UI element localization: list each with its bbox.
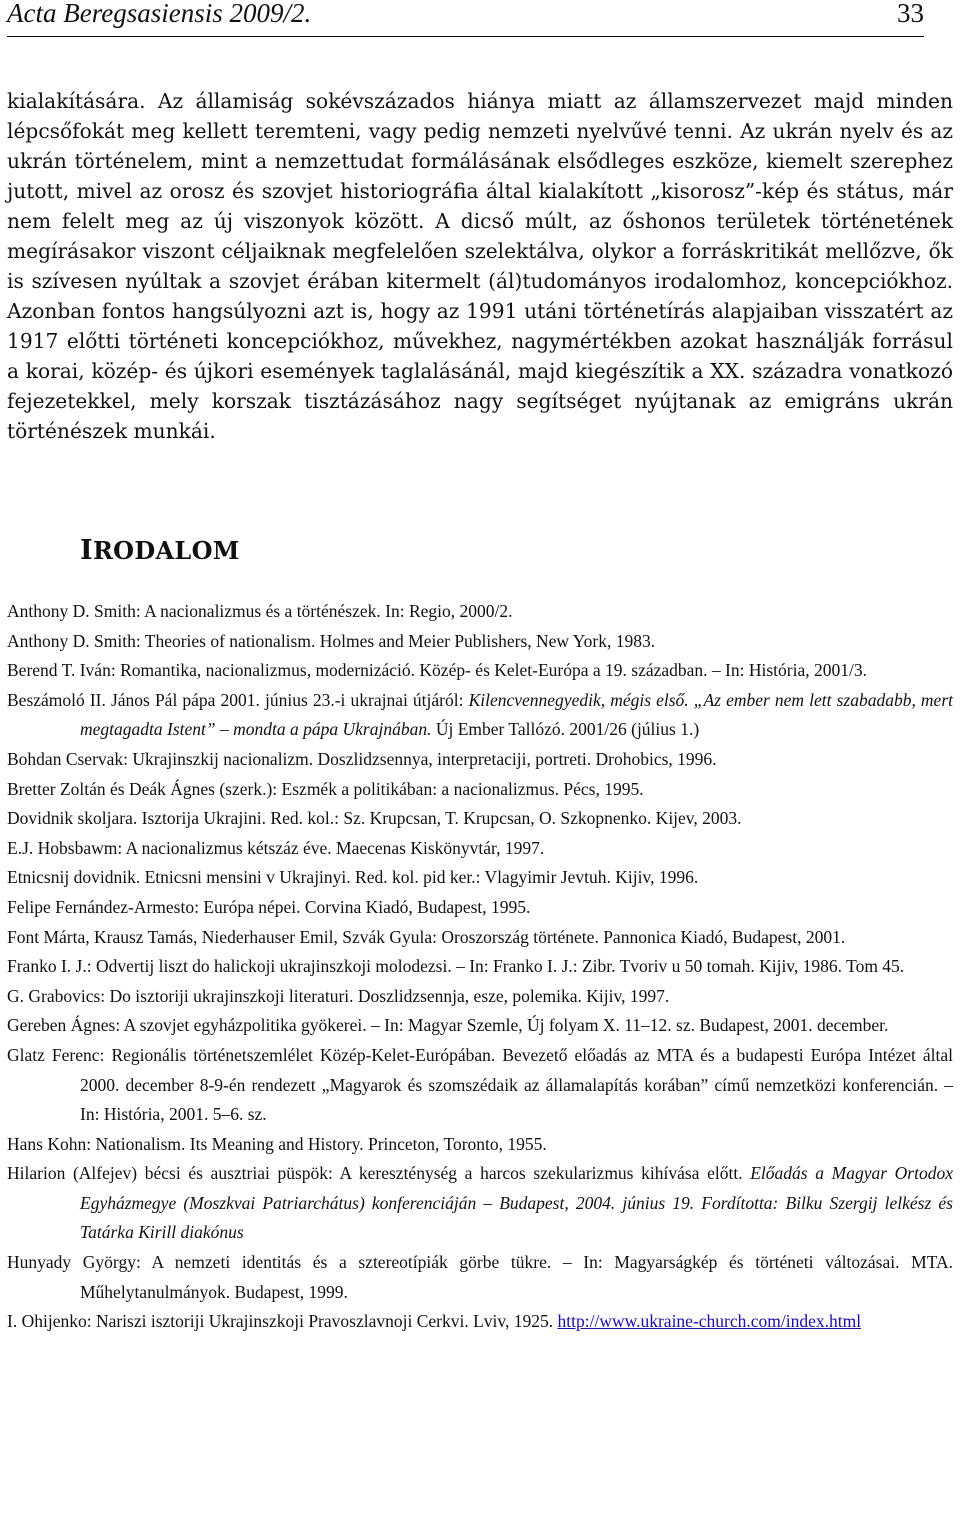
entry-text: Felipe Fernández-Armesto: Európa népei. Corvina Kiadó, Budapest, 1995. [7,896,531,917]
bibliography-entry [7,982,953,1012]
heading-rest: RODALOM [92,536,240,565]
entry-text: Új Ember Tallózó. 2001/26 (július 1.) [431,719,700,740]
bibliography-entry [7,627,953,657]
bibliography-entry [7,952,953,982]
bibliography-entry [7,1248,953,1307]
entry-text: G. Grabovics: Do isztoriji ukrajinszkoji literaturi. Doszlidzsennja, esze, polemika. Kijiv, 1997. [7,985,670,1006]
bibliography-entry [7,804,953,834]
page-number: 33 [897,0,924,28]
entry-text: Franko I. J.: Odvertij liszt do halickoji ukrajinszkoji molodezsi. – In: Franko I. J.: Zibr. Tvoriv u 50 tomah. Kijiv, 1986. Tom 45. [7,956,905,977]
entry-text: Anthony D. Smith: A nacionalizmus és a történészek. In: Regio, 2000/2. [7,601,513,621]
entry-text: Bohdan Cservak: Ukrajinszkij nacionalizm. Doszlidzsennya, interpretaciji, portreti. Drohobics, 1996. [7,748,717,769]
entry-text: Berend T. Iván: Romantika, nacionalizmus, modernizáció. Közép- és Kelet-Európa a 19. században. – In: História, 2001/3. [7,660,867,681]
bibliography-list [7,597,953,1337]
entry-italic-title: Előadás a Magyar Ortodox Egyházmegye (Moszkvai Patriarchátus) konferenciáján – Budapest, 2004. június 19. Fordította: Bilku Szergij lelkész és Tatárka Kirill diakónus [80,1163,953,1243]
bibliography-entry [7,1041,953,1130]
bibliography-entry [7,1130,953,1160]
bibliography-entry [7,686,953,745]
bibliography-entry [7,745,953,775]
entry-link[interactable]: http://www.ukraine-church.com/index.html [557,1311,862,1332]
entry-text: Glatz Ferenc: Regionális történetszemlélet Közép-Kelet-Európában. Bevezető előadás az MTA és a budapesti Európa Intézet által 2000. december 8-9-én rendezett „Magyarok és szomszédaik az államalapítás korában” című nemzetközi konferencián. – In: História, 2001. 5–6. sz. [7,1044,953,1125]
heading-initial: I [80,535,93,566]
entry-text: Anthony D. Smith: Theories of nationalism. Holmes and Meier Publishers, New York, 1983. [7,630,656,651]
running-header [7,0,924,37]
journal-title: Acta Beregsasiensis 2009/2. [7,0,312,28]
bibliography-entry [7,923,953,953]
entry-text: Etnicsnij dovidnik. Etnicsni mensini v Ukrajinyi. Red. kol. pid ker.: Vlagyimir Jevtuh. Kijiv, 1996. [7,867,699,888]
entry-text: Dovidnik skoljara. Isztorija Ukrajini. Red. kol.: Sz. Krupcsan, T. Krupcsan, O. Szkopnenko. Kijev, 2003. [7,808,742,829]
bibliography-entry [7,1307,953,1337]
bibliography-entry [7,597,953,627]
entry-text: Hilarion (Alfejev) bécsi és ausztriai püspök: A kereszténység a harcos szekularizmus kihívása előtt. [7,1163,751,1184]
bibliography-entry [7,1011,953,1041]
entry-italic-title: Kilencvennegyedik, mégis első. „Az ember nem lett szabadabb, mert megtagadta Istent” – mondta a pápa Ukrajnában. [80,689,953,740]
entry-text: Beszámoló II. János Pál pápa 2001. június 23.-i ukrajnai útjáról: [7,689,469,710]
bibliography-entry [7,863,953,893]
entry-text: Font Márta, Krausz Tamás, Niederhauser Emil, Szvák Gyula: Oroszország története. Pannonica Kiadó, Budapest, 2001. [7,926,846,947]
entry-text: E.J. Hobsbawm: A nacionalizmus kétszáz éve. Maecenas Kiskönyvtár, 1997. [7,837,545,858]
entry-text: Gereben Ágnes: A szovjet egyházpolitika gyökerei. – In: Magyar Szemle, Új folyam X. 11–12. sz. Budapest, 2001. december. [7,1015,889,1036]
bibliography-entry [7,834,953,864]
bibliography-entry [7,893,953,923]
bibliography-entry [7,1159,953,1248]
bibliography-entry [7,656,953,686]
entry-text: Hans Kohn: Nationalism. Its Meaning and History. Princeton, Toronto, 1955. [7,1133,547,1154]
body-paragraph: kialakítására. Az államiság sokévszázados hiánya miatt az államszervezet majd minden lépcsőfokát meg kellett teremteni, vagy pedig nemzeti nyelvűvé tenni. Az ukrán nyelv és az ukrán történelem, mint a nemzettudat formálásának elsődleges eszköze, kiemelt szerephez jutott, mivel az orosz és szovjet historiográfia által kialakított „kisorosz”-kép és státus, már nem felelt meg az új viszonyok között. A dicső múlt, az őshonos területek történetének megírásakor viszont céljaiknak megfelelően szelektálva, olykor a forráskritikát mellőzve, ők is szívesen nyúltak a szovjet érában kitermelt (ál)tudományos irodalomhoz, koncepciókhoz. Azonban fontos hangsúlyozni azt is, hogy az 1991 utáni történetírás alapjaiban visszatért az 1917 előtti történeti koncepciókhoz, művekhez, nagymértékben azokat használják forrásul a korai, közép- és újkori események taglalásánál, majd kiegészítik a XX. századra vonatkozó fejezetekkel, mely korszak tisztázásához nagy segítséget nyújtanak az emigráns ukrán történészek munkái. [7,89,953,443]
bibliography-entry [7,775,953,805]
bibliography-heading [80,535,240,566]
entry-text: I. Ohijenko: Nariszi isztoriji Ukrajinszkoji Pravoszlavnoji Cerkvi. Lviv, 1925. [7,1311,558,1332]
entry-text: Hunyady György: A nemzeti identitás és a sztereotípiák görbe tükre. – In: Magyarságkép és történeti változásai. MTA. Műhelytanulmányok. Budapest, 1999. [7,1252,953,1302]
entry-text: Bretter Zoltán és Deák Ágnes (szerk.): Eszmék a politikában: a nacionalizmus. Pécs, 1995. [7,778,644,799]
